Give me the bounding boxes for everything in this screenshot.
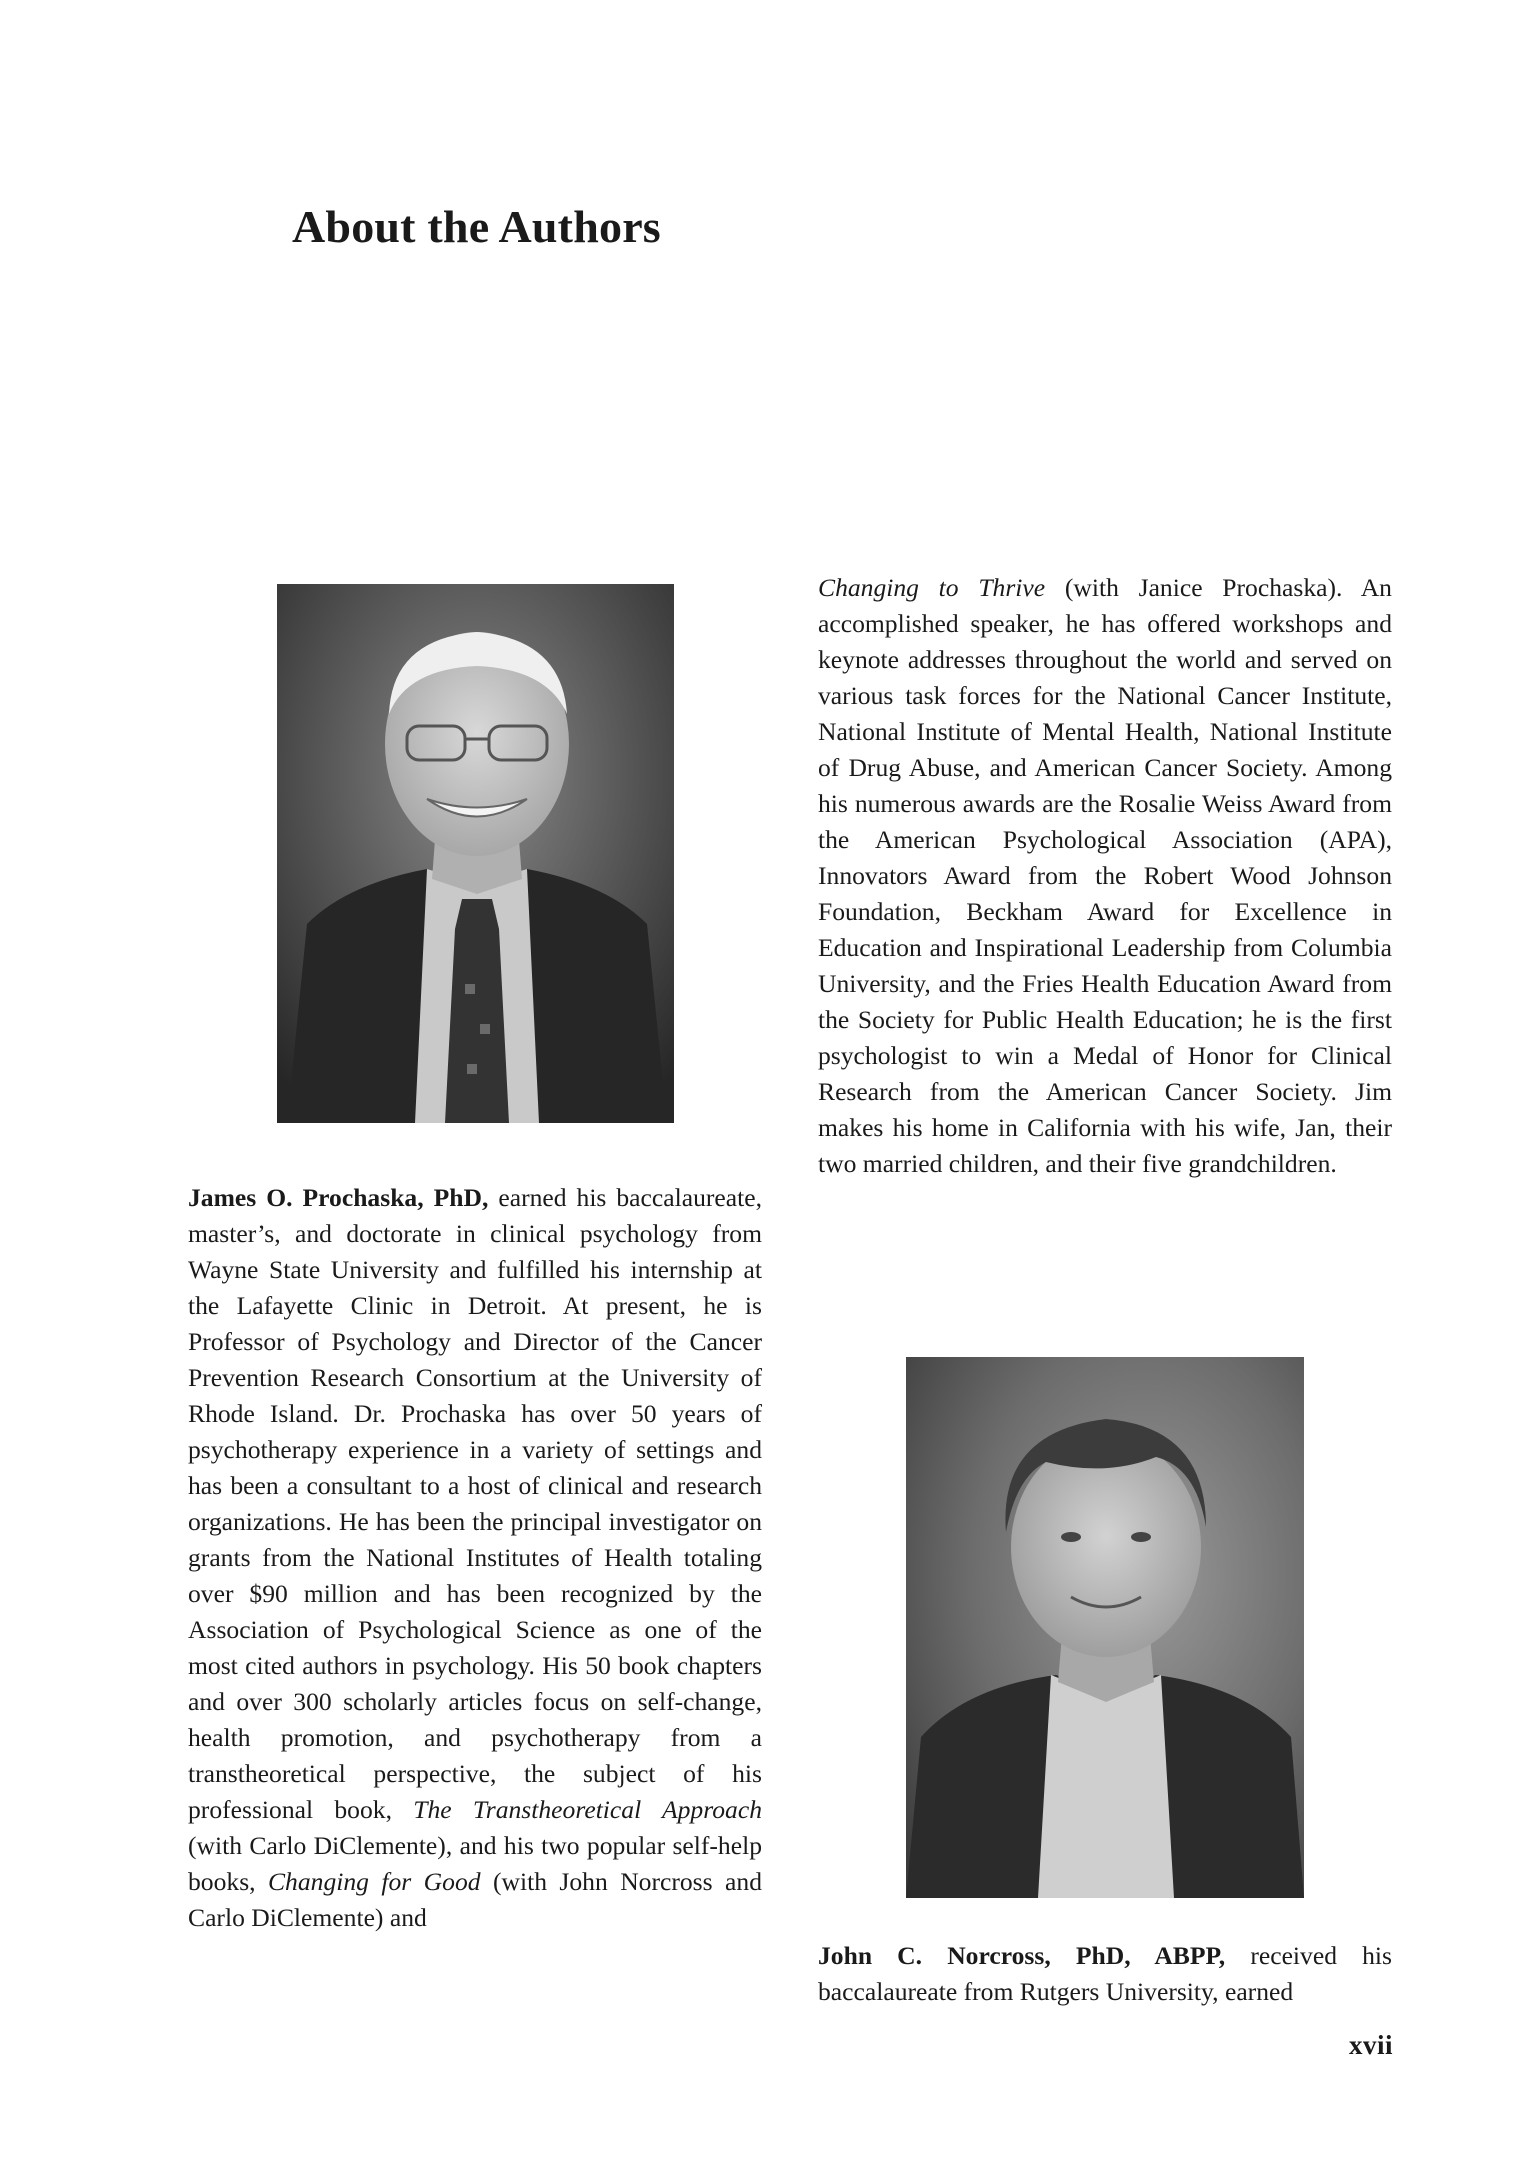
book-title: Changing to Thrive — [818, 573, 1046, 602]
author-name-norcross: John C. Norcross, PhD, ABPP, — [818, 1941, 1226, 1970]
bio-text: earned his baccalaureate, master’s, and doctorate in clinical psychology from Wayne State University and fulfilled his internship at the Lafayette Clinic in Detroit. At present, he is Professor of Psychology and Director of the Cancer Prevention Research Consortium at the University of Rhode Island. Dr. Prochaska has over 50 years of psychotherapy experience in a variety of settings and has been a consultant to a host of clinical and research organizations. He has been the principal investigator on grants from the National Institutes of Health totaling over $90 million and has been recognized by the Association of Psychological Science as one of the most cited authors in psychology. His 50 book chapters and over 300 scholarly articles focus on self-change, health promotion, and psychotherapy from a transtheoretical perspective, the subject of his professional book, — [188, 1183, 762, 1824]
author-bio-prochaska — [188, 1180, 762, 1936]
column-left — [188, 1180, 762, 1936]
author-bio-prochaska-continued — [818, 570, 1392, 1182]
column-right-bottom — [818, 1938, 1392, 2010]
author-name-prochaska: James O. Prochaska, PhD, — [188, 1183, 489, 1212]
column-right-top — [818, 570, 1392, 1182]
book-title: Changing for Good — [267, 1867, 481, 1896]
page-heading: About the Authors — [292, 201, 661, 252]
bio-text: (with Janice Prochaska). An accomplished speaker, he has offered workshops and keynote addresses throughout the world and served on various task forces for the National Cancer Institute, National Institute of Mental Health, National Institute of Drug Abuse, and American Cancer Society. Among his numerous awards are the Rosalie Weiss Award from the American Psychological Association (APA), Innovators Award from the Robert Wood Johnson Foundation, Beckham Award for Excellence in Education and Inspirational Leadership from Columbia University, and the Fries Health Education Award from the Society for Public Health Education; he is the first psychologist to win a Medal of Honor for Clinical Research from the American Cancer Society. Jim makes his home in California with his wife, Jan, their two married children, and their five grandchildren. — [818, 573, 1392, 1178]
author-bio-norcross — [818, 1938, 1392, 2010]
bio-text: received his baccalaureate from Rutgers University, earned — [818, 1941, 1392, 2006]
book-title: The Transtheoretical Approach — [413, 1795, 762, 1824]
bio-text: (with Carlo DiClemente), and his two popular self-help books, — [188, 1831, 762, 1896]
page-number: xvii — [1348, 2030, 1393, 2060]
author-photo-norcross — [906, 1357, 1304, 1898]
bio-text: (with John Norcross and Carlo DiClemente) and — [188, 1867, 762, 1932]
author-photo-prochaska — [277, 584, 674, 1123]
